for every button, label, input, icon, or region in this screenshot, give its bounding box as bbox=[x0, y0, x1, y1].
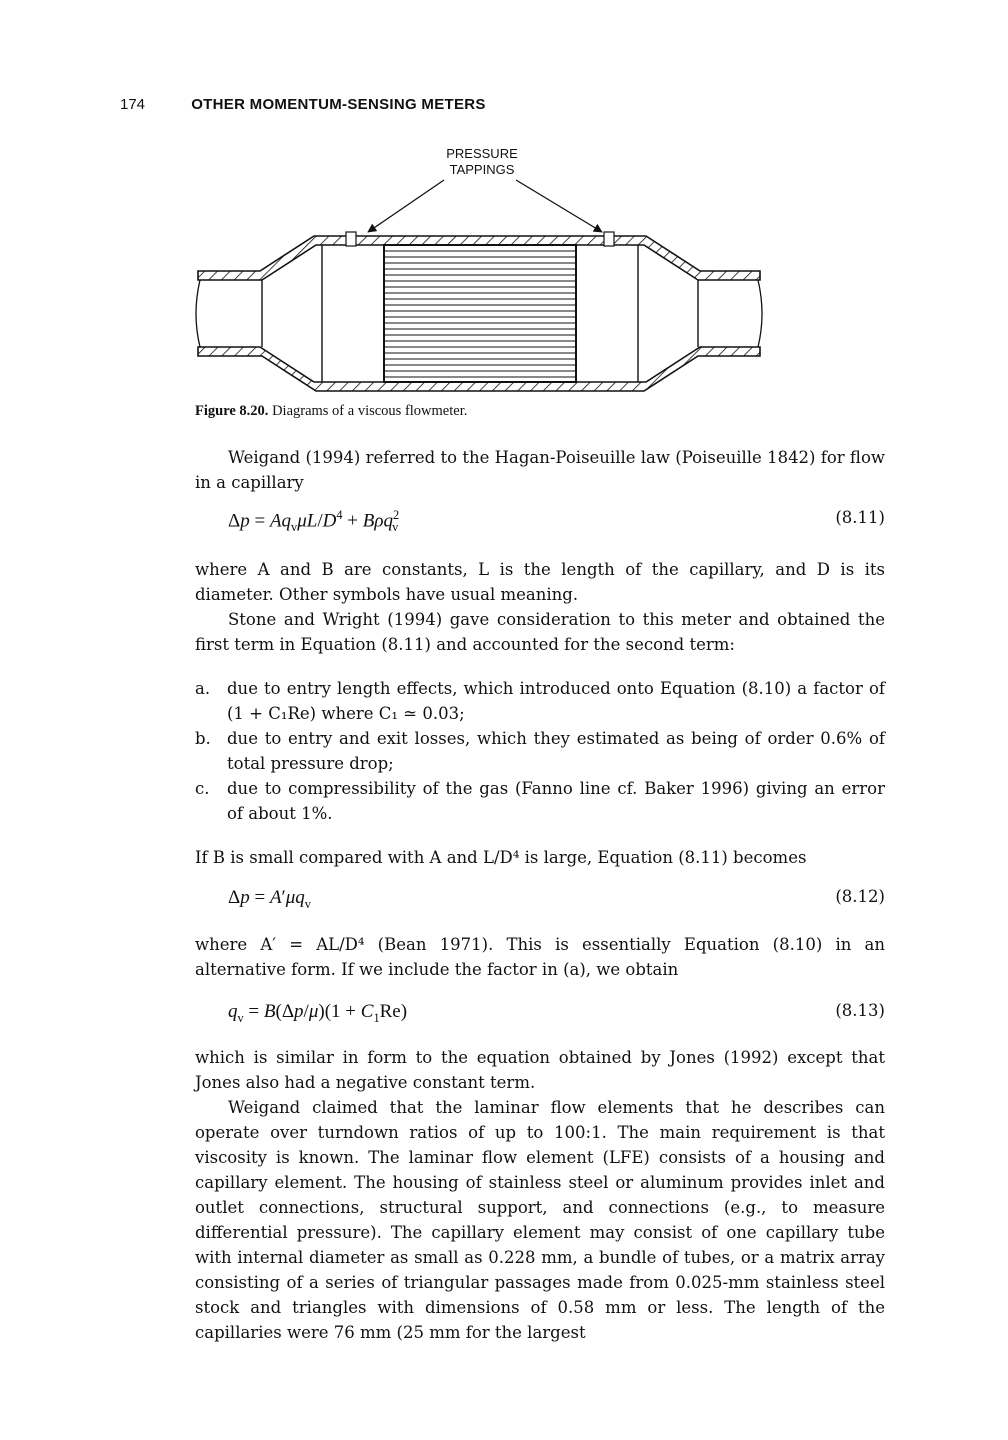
pressure-tappings-label: PRESSURE TAPPINGS bbox=[446, 146, 518, 177]
figure-caption: Figure 8.20. Diagrams of a viscous flowmeter. bbox=[195, 403, 468, 419]
paragraph-2: where A and B are constants, L is the length of the capillary, and D is its diameter. Other symbols have usual meaning. bbox=[195, 560, 885, 604]
equation-8-13: $q_v = B(\Delta p/\mu)(1 + C_1Re)$ (8.13) bbox=[228, 1001, 885, 1025]
list-item: b. due to entry and exit losses, which they estimated as being of order 0.6% of total pressure drop; bbox=[195, 729, 885, 773]
equation-number: (8.11) bbox=[835, 508, 885, 527]
running-header bbox=[120, 96, 486, 113]
list-item: a. due to entry length effects, which introduced onto Equation (8.10) a factor of (1 + C₁Re) where C₁ ≃ 0.03; bbox=[195, 679, 885, 723]
viscous-flowmeter-diagram bbox=[188, 160, 778, 395]
equation-8-12: $\Delta p = A'\mu q_v$ (8.12) bbox=[228, 887, 885, 911]
list-item: c. due to compressibility of the gas (Fanno line cf. Baker 1996) giving an error of about 1%. bbox=[195, 779, 885, 823]
page-number: 174 bbox=[120, 96, 146, 113]
equation-number: (8.12) bbox=[835, 887, 885, 906]
paragraph-6: which is similar in form to the equation obtained by Jones (1992) except that Jones also had a negative constant term. bbox=[195, 1048, 885, 1092]
paragraph-7: Weigand claimed that the laminar flow elements that he describes can operate over turndown ratios of up to 100:1. The main requirement is that viscosity is known. The laminar flow element (LFE) consists of a housing and capillary element. The housing of stainless steel or aluminum provides inlet and outlet connections, structural support, and connections (e.g., to measure differential pressure). The capillary element may consist of one capillary tube with internal diameter as small as 0.228 mm, a bundle of tubes, or a matrix array consisting of a series of triangular passages made from 0.025-mm stainless steel stock and triangles with dimensions of 0.58 mm or less. The length of the capillaries were 76 mm (25 mm for the largest bbox=[195, 1098, 885, 1342]
paragraph-3: Stone and Wright (1994) gave consideration to this meter and obtained the first term in Equation (8.11) and accounted for the second term: bbox=[195, 610, 885, 654]
capillary-element bbox=[384, 245, 576, 382]
running-title: OTHER MOMENTUM-SENSING METERS bbox=[191, 96, 486, 113]
paragraph-1: Weigand (1994) referred to the Hagan-Poiseuille law (Poiseuille 1842) for flow in a capillary bbox=[195, 448, 885, 492]
equation-number: (8.13) bbox=[835, 1001, 885, 1020]
paragraph-4: If B is small compared with A and L/D⁴ is large, Equation (8.11) becomes bbox=[195, 848, 807, 867]
right-leader-arrow bbox=[516, 180, 602, 232]
equation-8-11: $\Delta p = Aq_v\mu L/D^4 + B\rho q^2_v$ (8.11) bbox=[228, 508, 885, 535]
paragraph-5: where A′ = AL/D⁴ (Bean 1971). This is essentially Equation (8.10) in an alternative form. If we include the factor in (a), we obtain bbox=[195, 935, 885, 979]
considerations-list bbox=[195, 676, 885, 826]
left-leader-arrow bbox=[368, 180, 444, 232]
